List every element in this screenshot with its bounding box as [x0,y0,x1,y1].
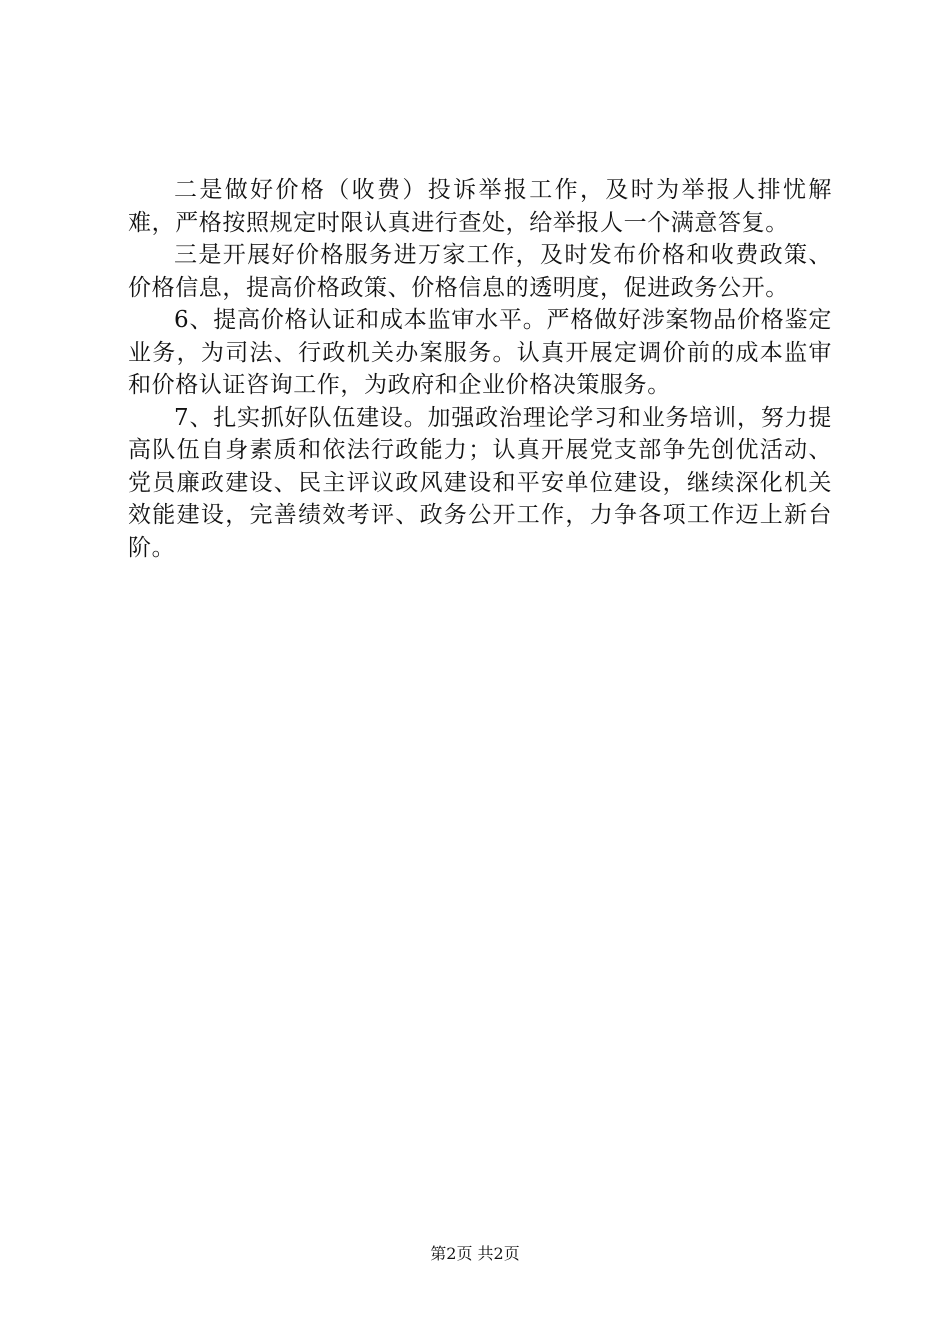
paragraph-complaint-reporting: 二是做好价格（收费）投诉举报工作，及时为举报人排忧解难，严格按照规定时限认真进行查处，给举报人一个满意答复。 [128,177,832,236]
paragraph-price-service: 三是开展好价格服务进万家工作，及时发布价格和收费政策、价格信息，提高价格政策、价格信息的透明度，促进政务公开。 [128,242,832,301]
paragraph-price-certification: 6、提高价格认证和成本监审水平。严格做好涉案物品价格鉴定业务，为司法、行政机关办案服务。认真开展定调价前的成本监审和价格认证咨询工作，为政府和企业价格决策服务。 [128,307,832,398]
document-body [128,174,832,564]
paragraph-team-building: 7、扎实抓好队伍建设。加强政治理论学习和业务培训，努力提高队伍自身素质和依法行政能力；认真开展党支部争先创优活动、党员廉政建设、民主评议政风建设和平安单位建设，继续深化机关效能建设，完善绩效考评、政务公开工作，力争各项工作迈上新台阶。 [128,404,832,561]
page-number-footer: 第2页 共2页 [430,1244,520,1263]
